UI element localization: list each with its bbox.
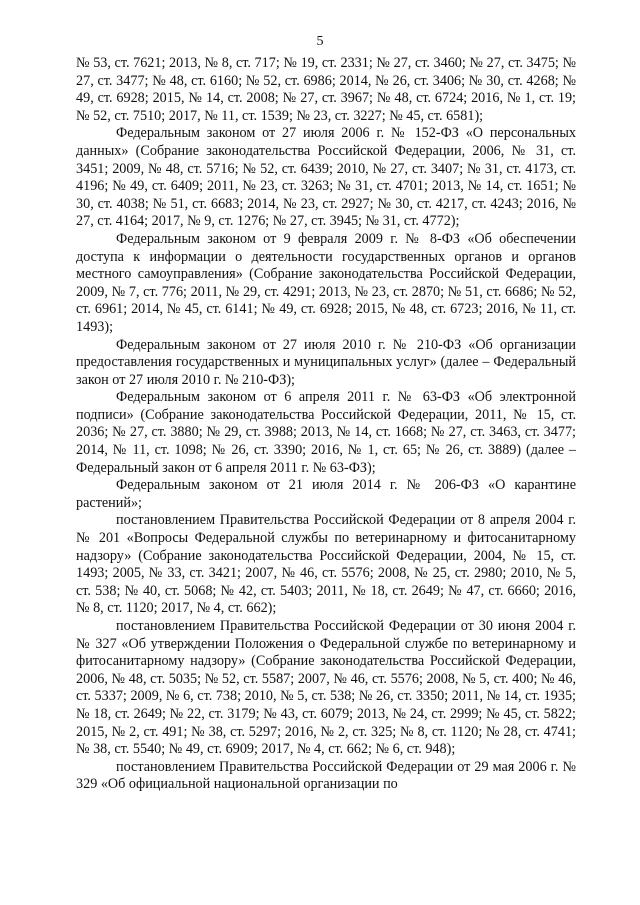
document-body: [76, 55, 576, 794]
paragraph-continuation: № 53, ст. 7621; 2013, № 8, ст. 717; № 19, ст. 2331; № 27, ст. 3460; № 27, ст. 3475; № 27, ст. 3477; № 48, ст. 6160; № 52, ст. 6986; 2014, № 26, ст. 3406; № 30, ст. 4268; № 49, ст. 6928; 2015, № 14, ст. 2008; № 27, ст. 3967; № 48, ст. 6724; 2016, № 1, ст. 19; № 52, ст. 7510; 2017, № 11, ст. 1539; № 23, ст. 3227; № 45, ст. 6581);: [76, 55, 576, 124]
paragraph-resolution-201: постановлением Правительства Российской Федерации от 8 апреля 2004 г. № 201 «Вопросы Федеральной службы по ветеринарному и фитосанитарному надзору» (Собрание законодательства Российской Федерации, 2004, № 15, ст. 1493; 2005, № 33, ст. 3421; 2007, № 46, ст. 5576; 2008, № 25, ст. 2980; 2010, № 5, ст. 538; № 40, ст. 5068; № 42, ст. 5403; 2011, № 18, ст. 2649; № 47, ст. 6660; 2016, № 8, ст. 1120; 2017, № 4, ст. 662);: [76, 512, 576, 617]
paragraph-210-fz: Федеральным законом от 27 июля 2010 г. № 210-ФЗ «Об организации предоставления государственных и муниципальных услуг» (далее – Федеральный закон от 27 июля 2010 г. № 210-ФЗ);: [76, 336, 576, 388]
paragraph-63-fz: Федеральным законом от 6 апреля 2011 г. № 63-ФЗ «Об электронной подписи» (Собрание законодательства Российской Федерации, 2011, № 15, ст. 2036; № 27, ст. 3880; № 29, ст. 3988; 2013, № 14, ст. 1668; № 27, ст. 3463, ст. 3477; 2014, № 11, ст. 1098; № 26, ст. 3390; 2016, № 1, ст. 65; № 26, ст. 3889) (далее – Федеральный закон от 6 апреля 2011 г. № 63-ФЗ);: [76, 389, 576, 476]
paragraph-resolution-329: постановлением Правительства Российской Федерации от 29 мая 2006 г. № 329 «Об официальной национальной организации по: [76, 758, 576, 793]
page-number: 5: [316, 34, 324, 49]
paragraph-152-fz: Федеральным законом от 27 июля 2006 г. № 152-ФЗ «О персональных данных» (Собрание законодательства Российской Федерации, 2006, № 31, ст. 3451; 2009, № 48, ст. 5716; № 52, ст. 6439; 2010, № 27, ст. 3407; № 31, ст. 4173, ст. 4196; № 49, ст. 6409; 2011, № 23, ст. 3263; № 31, ст. 4701; 2013, № 14, ст. 1651; № 30, ст. 4038; № 51, ст. 6683; 2014, № 23, ст. 2927; № 30, ст. 4217, ст. 4243; 2016, № 27, ст. 4164; 2017, № 9, ст. 1276; № 27, ст. 3945; № 31, ст. 4772);: [76, 125, 576, 230]
paragraph-resolution-327: постановлением Правительства Российской Федерации от 30 июня 2004 г. № 327 «Об утверждении Положения о Федеральной службе по ветеринарному и фитосанитарному надзору» (Собрание законодательства Российской Федерации, 2006, № 48, ст. 5035; № 52, ст. 5587; 2007, № 46, ст. 5576; 2008, № 5, ст. 400; № 46, ст. 5337; 2009, № 6, ст. 738; 2010, № 5, ст. 538; № 26, ст. 3350; 2011, № 14, ст. 1935; № 18, ст. 2649; № 22, ст. 3179; № 43, ст. 6079; 2013, № 24, ст. 2999; № 45, ст. 5822; 2015, № 2, ст. 491; № 38, ст. 5297; 2016, № 2, ст. 325; № 8, ст. 1120; № 28, ст. 4741; № 38, ст. 5540; № 49, ст. 6909; 2017, № 4, ст. 662; № 6, ст. 948);: [76, 618, 576, 758]
paragraph-8-fz: Федеральным законом от 9 февраля 2009 г. № 8-ФЗ «Об обеспечении доступа к информации о деятельности государственных органов и органов местного самоуправления» (Собрание законодательства Российской Федерации, 2009, № 7, ст. 776; 2011, № 29, ст. 4291; 2013, № 23, ст. 2870; № 51, ст. 6686; № 52, ст. 6961; 2014, № 45, ст. 6141; № 49, ст. 6928; 2015, № 48, ст. 6723; 2016, № 11, ст. 1493);: [76, 230, 576, 335]
paragraph-206-fz: Федеральным законом от 21 июля 2014 г. № 206-ФЗ «О карантине растений»;: [76, 477, 576, 511]
